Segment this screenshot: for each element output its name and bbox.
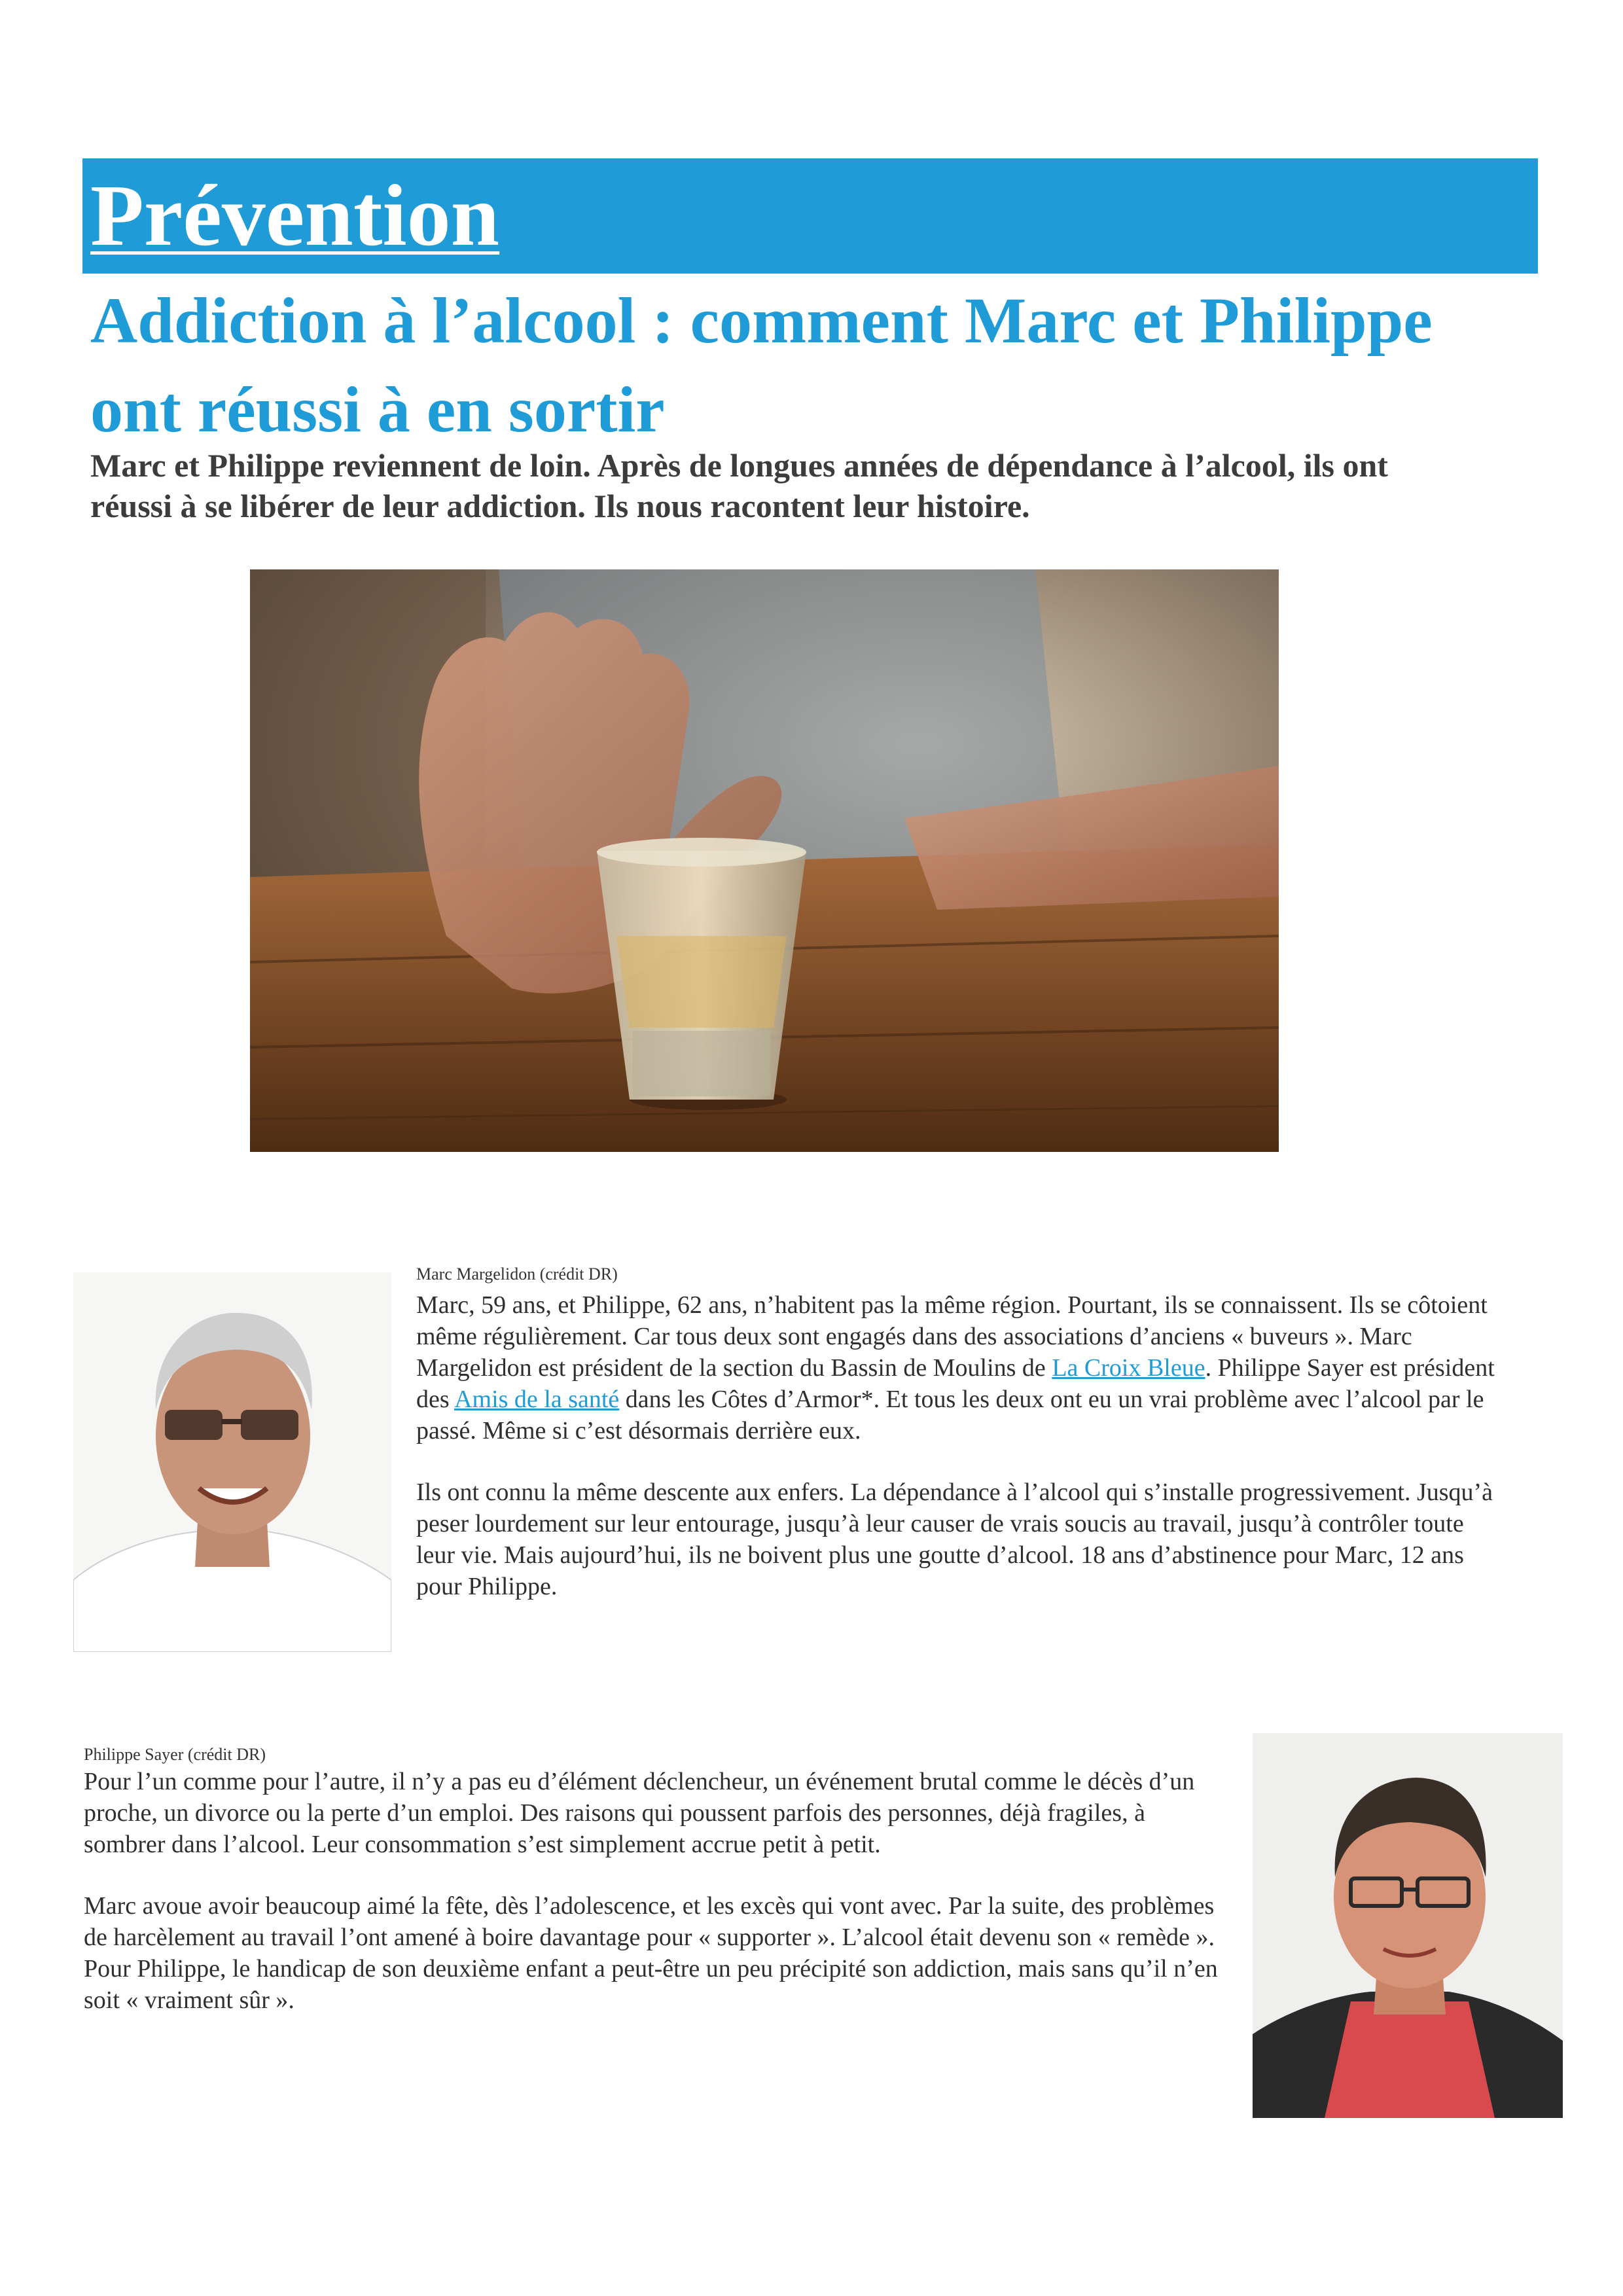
- paragraph-1: Marc, 59 ans, et Philippe, 62 ans, n’habitent pas la même région. Pourtant, ils se connaissent. Ils se côtoient même régulièrement. Car tous deux sont engagés dans des associations d’anciens « buveurs ». Marc Margelidon est président de la section du Bassin de Moulins de La Croix Bleue. Philippe Sayer est président des Amis de la santé dans les Côtes d’Armor*. Et tous les deux ont eu un vrai problème avec l’alcool par le passé. Même si c’est désormais derrière eux.: [416, 1291, 1495, 1444]
- hand-refusing-glass-illustration: [250, 569, 1279, 1152]
- section-title: Prévention: [90, 167, 500, 264]
- article-body-marc: [416, 1289, 1496, 1632]
- paragraph-2: Ils ont connu la même descente aux enfers. La dépendance à l’alcool qui s’installe progressivement. Jusqu’à peser lourdement sur leur entourage, jusqu’à leur causer de vrais soucis au travail, jusqu’à contrôler toute leur vie. Mais aujourd’hui, ils ne boivent plus une goutte d’alcool. 18 ans d’abstinence pour Marc, 12 ans pour Philippe.: [416, 1479, 1493, 1600]
- portrait-philippe: [1253, 1733, 1563, 2118]
- portrait-marc: [73, 1272, 391, 1652]
- article-headline: Addiction à l’alcool : comment Marc et Philippe ont réussi à en sortir: [90, 284, 1433, 446]
- hero-photo: [250, 569, 1279, 1152]
- link-la-croix-bleue[interactable]: La Croix Bleue: [1052, 1354, 1205, 1382]
- caption-marc: Marc Margelidon (crédit DR): [416, 1265, 618, 1283]
- article-body-philippe: [84, 1766, 1222, 2046]
- link-amis-de-la-sante[interactable]: Amis de la santé: [454, 1386, 620, 1413]
- caption-philippe: Philippe Sayer (crédit DR): [84, 1745, 266, 1764]
- article-lead: Marc et Philippe reviennent de loin. Après de longues années de dépendance à l’alcool, ils ont réussi à se libérer de leur addiction. Ils nous racontent leur histoire.: [90, 447, 1388, 524]
- marc-portrait-illustration: [73, 1272, 391, 1652]
- paragraph-3: Pour l’un comme pour l’autre, il n’y a pas eu d’élément déclencheur, un événement brutal comme le décès d’un proche, un divorce ou la perte d’un emploi. Des raisons qui poussent parfois des personnes, déjà fragiles, à sombrer dans l’alcool. Leur consommation s’est simplement accrue petit à petit.: [84, 1768, 1195, 1858]
- philippe-portrait-illustration: [1253, 1733, 1563, 2118]
- paragraph-4: Marc avoue avoir beaucoup aimé la fête, dès l’adolescence, et les excès qui vont avec. Par la suite, des problèmes de harcèlement au travail l’ont amené à boire davantage pour « supporter ». L’alcool était devenu son « remède ». Pour Philippe, le handicap de son deuxième enfant a peut-être un peu précipité son addiction, mais sans qu’il n’en soit « vraiment sûr ».: [84, 1892, 1218, 2014]
